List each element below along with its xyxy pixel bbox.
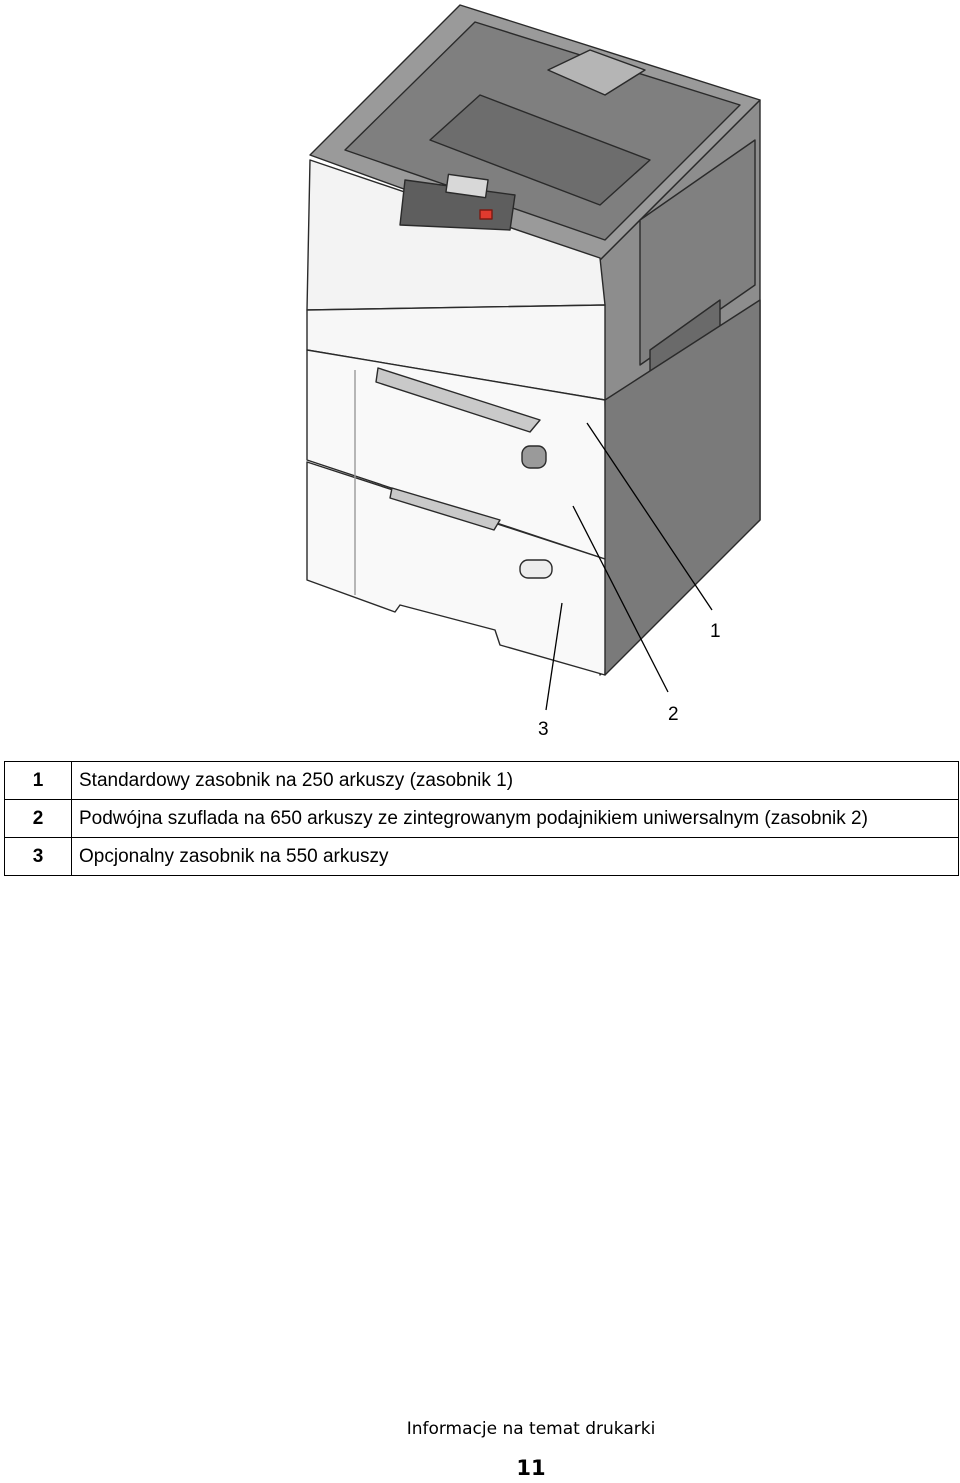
- legend-description: Opcjonalny zasobnik na 550 arkuszy: [72, 838, 959, 876]
- legend-description: Podwójna szuflada na 650 arkuszy ze zintegrowanym podajnikiem uniwersalnym (zasobnik 2): [72, 800, 959, 838]
- stop-button: [480, 210, 492, 219]
- legend-row: [5, 800, 959, 838]
- legend-number: 3: [5, 838, 72, 876]
- legend-number: 1: [5, 762, 72, 800]
- legend-number: 2: [5, 800, 72, 838]
- callout-label-2: 2: [668, 704, 679, 725]
- footer-section-title: Informacje na temat drukarki: [406, 1419, 656, 1439]
- legend-row: [5, 762, 959, 800]
- callout-label-3: 3: [538, 719, 549, 740]
- legend-description: Standardowy zasobnik na 250 arkuszy (zasobnik 1): [72, 762, 959, 800]
- legend-table: [4, 761, 959, 876]
- legend-row: [5, 838, 959, 876]
- page-number: 11: [516, 1456, 546, 1480]
- callout-label-1: 1: [710, 621, 721, 642]
